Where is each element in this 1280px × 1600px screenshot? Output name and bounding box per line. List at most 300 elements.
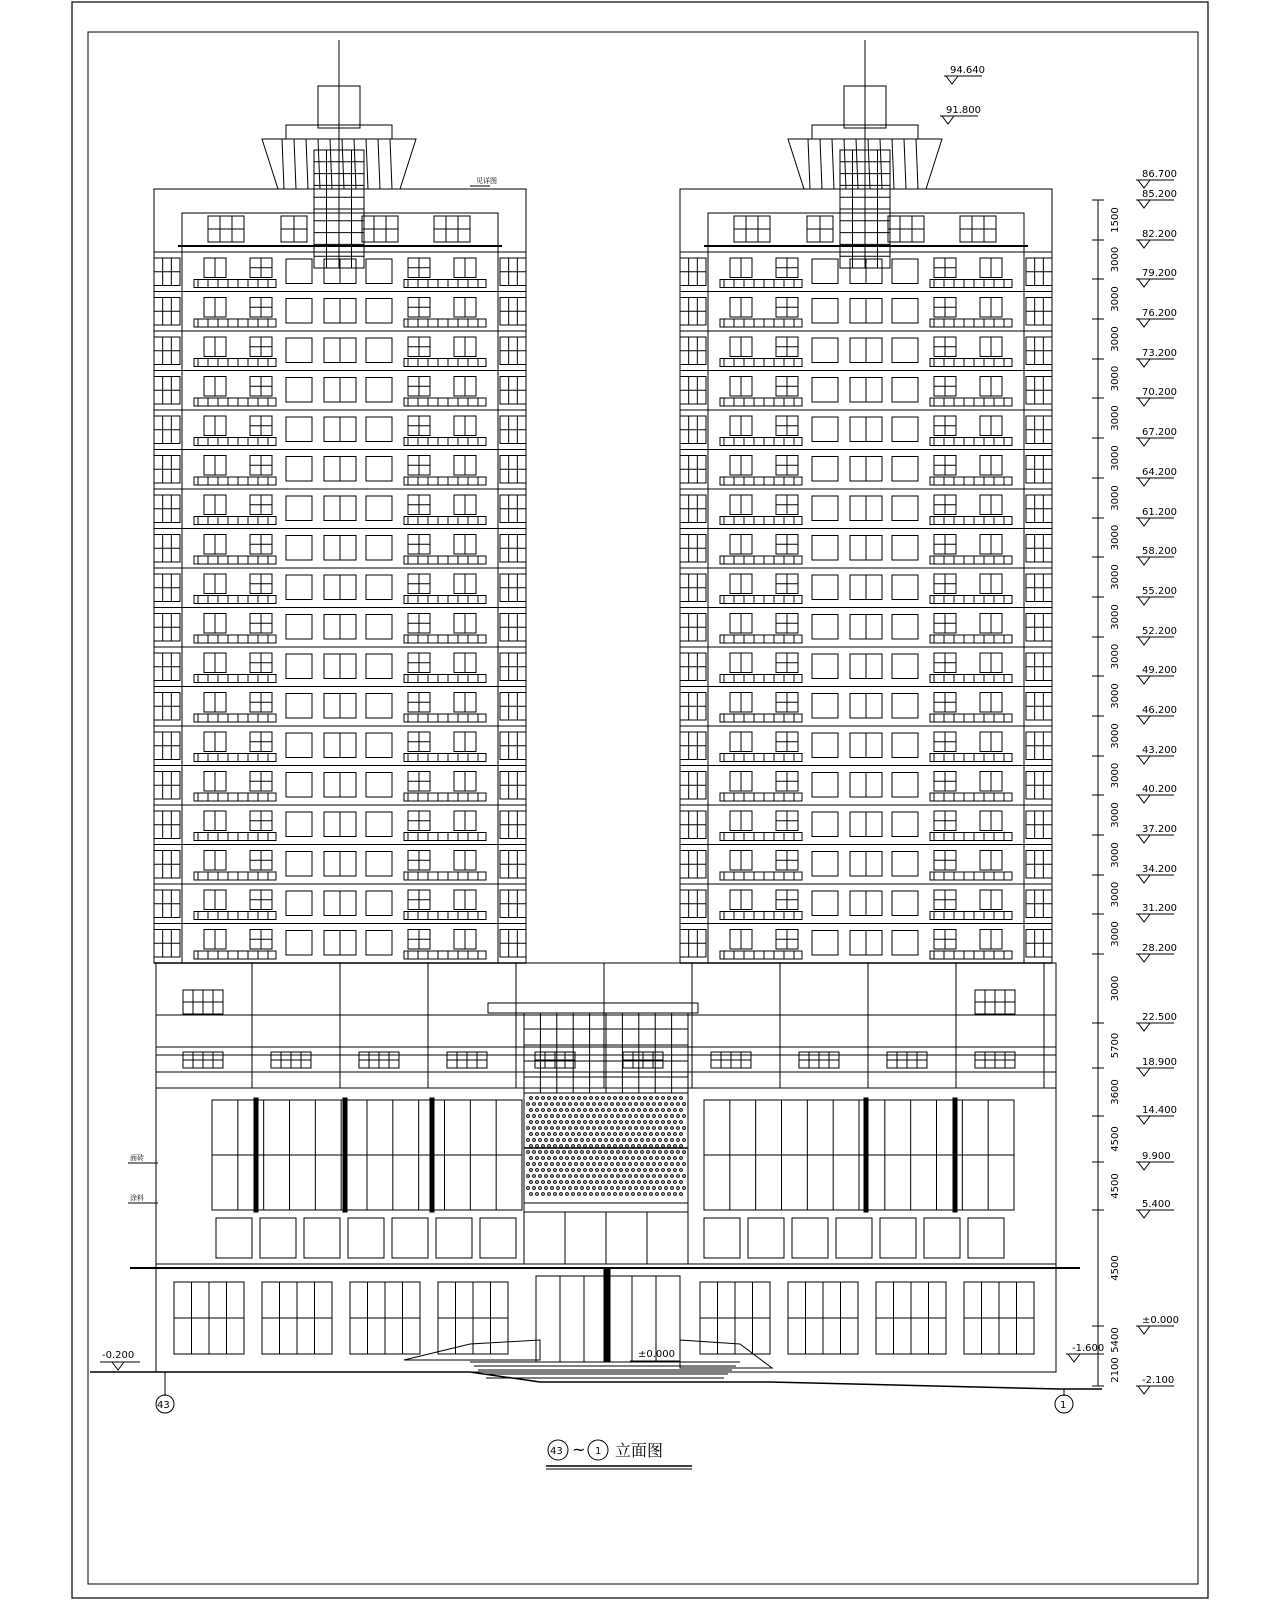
perforation — [575, 1187, 578, 1190]
perforation — [638, 1133, 641, 1136]
perforation — [641, 1163, 644, 1166]
center-window — [812, 536, 838, 561]
perforation — [575, 1139, 578, 1142]
balcony-rail — [720, 319, 802, 327]
perforation — [635, 1139, 638, 1142]
perforation — [566, 1157, 569, 1160]
level-triangle — [1138, 279, 1150, 287]
perforation — [617, 1103, 620, 1106]
perforation — [611, 1175, 614, 1178]
perforation — [590, 1097, 593, 1100]
balcony-rail — [404, 517, 486, 525]
level-triangle — [1138, 1068, 1150, 1076]
perforation — [626, 1097, 629, 1100]
balcony-rail — [404, 754, 486, 762]
perforation — [575, 1115, 578, 1118]
perforation — [626, 1181, 629, 1184]
level-triangle — [1138, 914, 1150, 922]
perforation — [605, 1151, 608, 1154]
perforation — [668, 1181, 671, 1184]
perforation — [554, 1193, 557, 1196]
balcony-rail — [930, 280, 1012, 288]
balcony-rail — [194, 398, 276, 406]
level-triangle — [1138, 795, 1150, 803]
perforation — [563, 1139, 566, 1142]
perforation — [536, 1109, 539, 1112]
perforation — [659, 1127, 662, 1130]
perforation — [629, 1127, 632, 1130]
balcony-rail — [404, 675, 486, 683]
perforation — [623, 1187, 626, 1190]
dimension-value: 3000 — [1110, 524, 1121, 551]
perforation — [602, 1097, 605, 1100]
perforation — [578, 1145, 581, 1148]
perforation — [629, 1163, 632, 1166]
perforation — [605, 1163, 608, 1166]
balcony-rail — [194, 635, 276, 643]
roof-note-text: 见详图 — [476, 177, 497, 185]
center-window — [892, 812, 918, 837]
center-window — [812, 931, 838, 956]
center-window — [812, 852, 838, 877]
perforation — [596, 1121, 599, 1124]
perforation — [647, 1175, 650, 1178]
level-value: 91.800 — [946, 105, 981, 116]
perforation — [584, 1133, 587, 1136]
perforation — [620, 1145, 623, 1148]
perforation — [551, 1115, 554, 1118]
perforation — [557, 1175, 560, 1178]
center-window — [286, 694, 312, 719]
perforation — [641, 1127, 644, 1130]
perforation — [665, 1127, 668, 1130]
level-left-marker — [100, 1350, 140, 1370]
perforation — [527, 1139, 530, 1142]
center-window — [892, 931, 918, 956]
balcony-rail — [720, 675, 802, 683]
perforation — [566, 1133, 569, 1136]
level-value: 37.200 — [1142, 824, 1177, 835]
perforation — [665, 1163, 668, 1166]
perforation — [611, 1139, 614, 1142]
perforation — [674, 1169, 677, 1172]
balcony-rail — [930, 596, 1012, 604]
perforation — [671, 1187, 674, 1190]
perforation — [674, 1097, 677, 1100]
perforation — [590, 1109, 593, 1112]
perforation — [653, 1115, 656, 1118]
level-value: ±0.000 — [1142, 1315, 1180, 1326]
perforation — [536, 1181, 539, 1184]
perforation — [677, 1115, 680, 1118]
balcony-rail — [194, 438, 276, 446]
balcony-rail — [404, 596, 486, 604]
perforation — [614, 1145, 617, 1148]
center-window — [892, 378, 918, 403]
perforation — [536, 1121, 539, 1124]
perforation — [563, 1103, 566, 1106]
perforation — [560, 1109, 563, 1112]
perforation — [554, 1169, 557, 1172]
perforation — [584, 1157, 587, 1160]
perforation — [659, 1139, 662, 1142]
level-value: 34.200 — [1142, 864, 1177, 875]
perforation — [569, 1139, 572, 1142]
balcony-rail — [404, 714, 486, 722]
balcony-rail — [930, 359, 1012, 367]
perforation — [542, 1181, 545, 1184]
perforation — [638, 1145, 641, 1148]
perforation — [566, 1181, 569, 1184]
balcony-rail — [404, 912, 486, 920]
perforation — [602, 1157, 605, 1160]
perforation — [632, 1193, 635, 1196]
perforation — [602, 1121, 605, 1124]
balcony-rail — [720, 359, 802, 367]
perforation — [632, 1097, 635, 1100]
shopfront-frame — [924, 1218, 960, 1258]
perforation — [674, 1145, 677, 1148]
perforation — [620, 1181, 623, 1184]
perforation — [542, 1109, 545, 1112]
perforation — [605, 1115, 608, 1118]
perforation — [632, 1109, 635, 1112]
perforation — [608, 1157, 611, 1160]
perforation — [527, 1151, 530, 1154]
level-triangle — [1138, 478, 1150, 486]
perforation — [647, 1139, 650, 1142]
perforation — [527, 1163, 530, 1166]
perforation — [584, 1169, 587, 1172]
perforation — [533, 1163, 536, 1166]
perforation — [620, 1121, 623, 1124]
perforation — [572, 1169, 575, 1172]
center-window — [286, 812, 312, 837]
center-window — [892, 694, 918, 719]
perforation — [587, 1115, 590, 1118]
perforation — [680, 1121, 683, 1124]
perforation — [614, 1121, 617, 1124]
perforation — [575, 1175, 578, 1178]
balcony-rail — [194, 596, 276, 604]
balcony-rail — [930, 754, 1012, 762]
perforation — [599, 1139, 602, 1142]
shopfront-frame — [968, 1218, 1004, 1258]
level-triangle — [1138, 438, 1150, 446]
perforation — [587, 1187, 590, 1190]
level-triangle — [1138, 716, 1150, 724]
perforation — [680, 1133, 683, 1136]
perforation — [683, 1115, 686, 1118]
perforation — [620, 1157, 623, 1160]
perforation — [644, 1193, 647, 1196]
perforation — [626, 1133, 629, 1136]
perforation — [569, 1115, 572, 1118]
perforation — [644, 1109, 647, 1112]
perforation — [572, 1193, 575, 1196]
dimension-value: 3000 — [1110, 485, 1121, 511]
center-window — [286, 299, 312, 324]
perforation — [602, 1181, 605, 1184]
crown-rib — [330, 139, 332, 189]
balcony-rail — [720, 714, 802, 722]
structural-column — [864, 1098, 868, 1212]
perforation — [662, 1133, 665, 1136]
level-value: 55.200 — [1142, 586, 1177, 597]
balcony-rail — [194, 517, 276, 525]
level-triangle — [1138, 954, 1150, 962]
perforation — [656, 1169, 659, 1172]
balcony-rail — [930, 951, 1012, 959]
shopfront-frame — [392, 1218, 428, 1258]
level-value: 49.200 — [1142, 665, 1177, 676]
perforation — [590, 1181, 593, 1184]
perforation — [647, 1163, 650, 1166]
center-window — [812, 812, 838, 837]
perforation — [596, 1193, 599, 1196]
dimension-value: 3000 — [1110, 921, 1121, 947]
center-window — [892, 891, 918, 916]
perforation — [617, 1115, 620, 1118]
perforation — [674, 1133, 677, 1136]
dimension-value: 3000 — [1110, 881, 1121, 908]
perforation — [587, 1175, 590, 1178]
perforation — [587, 1151, 590, 1154]
podium-note-1: 面砖 — [130, 1154, 144, 1162]
crown-rib — [916, 139, 918, 189]
center-window — [812, 378, 838, 403]
crown-rib — [354, 139, 356, 189]
crown-rib — [318, 139, 320, 189]
level-value: 73.200 — [1142, 348, 1177, 359]
dimension-value: 5400 — [1110, 1327, 1121, 1353]
crown-rib — [294, 139, 296, 189]
perforation — [680, 1109, 683, 1112]
balcony-rail — [720, 912, 802, 920]
balcony-rail — [404, 556, 486, 564]
perforation — [551, 1175, 554, 1178]
perforation — [629, 1151, 632, 1154]
center-window — [366, 378, 392, 403]
perforation — [545, 1175, 548, 1178]
crown-rib — [856, 139, 858, 189]
perforation — [590, 1157, 593, 1160]
planter-left — [404, 1340, 540, 1360]
level-value: 70.200 — [1142, 387, 1177, 398]
perforation — [620, 1109, 623, 1112]
perforation — [584, 1109, 587, 1112]
perforation — [623, 1103, 626, 1106]
perforation — [527, 1115, 530, 1118]
perforation — [620, 1169, 623, 1172]
title-axis-from: 43 — [550, 1446, 563, 1457]
balcony-rail — [404, 319, 486, 327]
perforation — [683, 1163, 686, 1166]
perforation — [635, 1175, 638, 1178]
perforation — [650, 1157, 653, 1160]
perforation — [569, 1127, 572, 1130]
balcony-rail — [404, 477, 486, 485]
perforation — [680, 1181, 683, 1184]
crown-rib — [868, 139, 870, 189]
center-window — [892, 852, 918, 877]
perforation — [608, 1109, 611, 1112]
perforation — [533, 1151, 536, 1154]
perforation — [530, 1109, 533, 1112]
perforation — [563, 1151, 566, 1154]
perforation — [674, 1157, 677, 1160]
balcony-rail — [404, 280, 486, 288]
level-value: 86.700 — [1142, 169, 1177, 180]
perforation — [539, 1163, 542, 1166]
balcony-rail — [194, 675, 276, 683]
level-triangle — [1138, 676, 1150, 684]
perforation — [545, 1139, 548, 1142]
axis-43-label: 43 — [157, 1400, 170, 1411]
title-tilde: ~ — [572, 1440, 586, 1459]
perforation — [566, 1169, 569, 1172]
center-window — [366, 536, 392, 561]
perforation — [626, 1169, 629, 1172]
perforation — [587, 1127, 590, 1130]
perforation — [665, 1187, 668, 1190]
center-window — [286, 417, 312, 442]
balcony-rail — [720, 596, 802, 604]
perforation — [605, 1175, 608, 1178]
perforation — [554, 1109, 557, 1112]
center-window — [286, 773, 312, 798]
crown-rib — [904, 139, 906, 189]
center-window — [812, 654, 838, 679]
center-window — [892, 536, 918, 561]
drawing-title — [546, 1440, 692, 1469]
perforation — [548, 1169, 551, 1172]
crown-rib — [282, 139, 284, 189]
perforation — [671, 1175, 674, 1178]
perforation — [566, 1109, 569, 1112]
level-triangle — [1138, 398, 1150, 406]
shopfront-frame — [260, 1218, 296, 1258]
shopfront-frame — [704, 1218, 740, 1258]
level-value: 61.200 — [1142, 507, 1177, 518]
perforation — [593, 1151, 596, 1154]
balcony-rail — [720, 398, 802, 406]
perforation — [584, 1145, 587, 1148]
dimension-chain — [1092, 200, 1121, 1386]
perforation — [602, 1133, 605, 1136]
perforation — [668, 1133, 671, 1136]
center-window — [366, 852, 392, 877]
perforation — [608, 1133, 611, 1136]
dimension-value: 3000 — [1110, 445, 1121, 471]
perforation — [605, 1127, 608, 1130]
level-triangle — [1138, 1210, 1150, 1218]
balcony-rail — [404, 833, 486, 841]
center-window — [366, 773, 392, 798]
perforation — [626, 1109, 629, 1112]
level-value: 22.500 — [1142, 1012, 1177, 1023]
perforation — [650, 1109, 653, 1112]
perforation — [611, 1187, 614, 1190]
center-window — [286, 931, 312, 956]
level-value: 82.200 — [1142, 229, 1177, 240]
dimension-value: 3000 — [1110, 365, 1121, 392]
perforation — [632, 1181, 635, 1184]
perforation — [578, 1121, 581, 1124]
level-value: 9.900 — [1142, 1151, 1171, 1162]
perforation — [653, 1139, 656, 1142]
perforation — [542, 1133, 545, 1136]
perforation — [623, 1139, 626, 1142]
perforation — [677, 1187, 680, 1190]
perforation — [668, 1157, 671, 1160]
perforation — [569, 1151, 572, 1154]
perforation — [680, 1169, 683, 1172]
perforation — [569, 1103, 572, 1106]
perforation — [671, 1115, 674, 1118]
perforation — [608, 1181, 611, 1184]
dimension-value: 3000 — [1110, 802, 1121, 828]
entrance-column — [604, 1268, 610, 1362]
perforation — [644, 1097, 647, 1100]
balcony-rail — [720, 951, 802, 959]
perforation — [551, 1139, 554, 1142]
perforation — [536, 1193, 539, 1196]
center-window — [812, 259, 838, 284]
perforation — [638, 1181, 641, 1184]
balcony-rail — [930, 675, 1012, 683]
perforation — [584, 1193, 587, 1196]
perforation — [614, 1193, 617, 1196]
level-triangle — [946, 76, 958, 84]
level-triangle — [1138, 319, 1150, 327]
perforation — [578, 1157, 581, 1160]
level-value: 64.200 — [1142, 467, 1177, 478]
balcony-rail — [720, 517, 802, 525]
balcony-rail — [930, 477, 1012, 485]
balcony-rail — [930, 438, 1012, 446]
structural-column — [430, 1098, 434, 1212]
level-value: 43.200 — [1142, 745, 1177, 756]
perforation — [530, 1169, 533, 1172]
perforation — [650, 1193, 653, 1196]
balcony-rail — [194, 319, 276, 327]
perforation — [566, 1193, 569, 1196]
center-window — [366, 259, 392, 284]
center-window — [366, 654, 392, 679]
perforation — [563, 1127, 566, 1130]
entrance-level-marker — [630, 1349, 680, 1361]
perforation — [590, 1121, 593, 1124]
center-window — [892, 575, 918, 600]
perforation — [677, 1139, 680, 1142]
perforation — [599, 1163, 602, 1166]
level-triangle — [1138, 597, 1150, 605]
perforation — [560, 1169, 563, 1172]
perforation — [626, 1121, 629, 1124]
perforation — [539, 1175, 542, 1178]
perforation — [647, 1103, 650, 1106]
dimension-value: 3000 — [1110, 723, 1121, 749]
perforation — [578, 1169, 581, 1172]
perforation — [683, 1103, 686, 1106]
center-window — [366, 575, 392, 600]
perforation — [593, 1163, 596, 1166]
perforation — [587, 1163, 590, 1166]
perforation — [533, 1187, 536, 1190]
center-window — [892, 259, 918, 284]
perforation — [599, 1103, 602, 1106]
